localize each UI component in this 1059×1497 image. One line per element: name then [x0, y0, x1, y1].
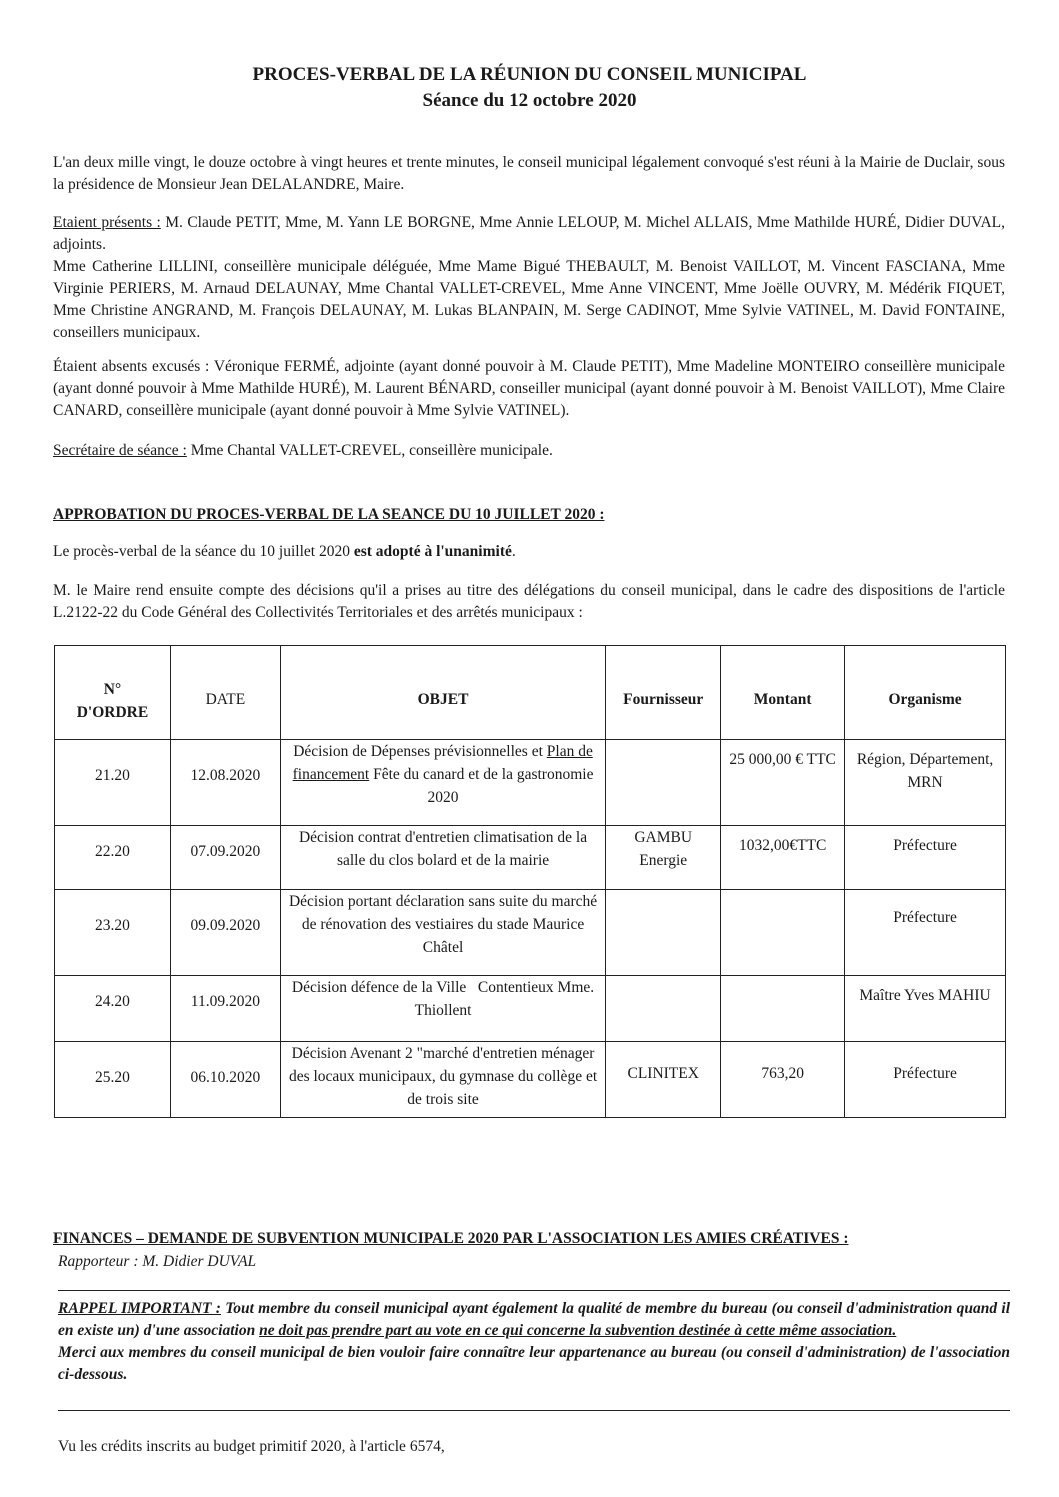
- cell-objet: [280, 740, 605, 826]
- presents-label: Etaient présents :: [53, 214, 161, 231]
- rappel-label: RAPPEL IMPORTANT :: [58, 1300, 221, 1317]
- cell-date: 07.09.2020: [170, 826, 280, 890]
- cell-objet-underlined: Plan de financement: [292, 743, 593, 783]
- header-ordre-line1: N°: [103, 681, 122, 698]
- cell-ordre: 23.20: [55, 890, 171, 976]
- cell-montant: [721, 976, 845, 1042]
- approbation-text-start: Le procès-verbal de la séance du 10 juillet 2020: [53, 543, 354, 560]
- intro-paragraph: L'an deux mille vingt, le douze octobre à vingt heures et trente minutes, le conseil municipal légalement convoqué s'est réuni à la Mairie de Duclair, sous la présidence de Monsieur Jean DELALANDRE, Maire.: [53, 154, 1005, 193]
- cell-montant: [721, 890, 845, 976]
- header-ordre-line2: D'ORDRE: [76, 704, 149, 721]
- cell-fournisseur: [606, 890, 721, 976]
- cell-fournisseur: [606, 740, 721, 826]
- cell-ordre: 25.20: [55, 1042, 171, 1118]
- header-date: DATE: [170, 646, 280, 740]
- absents-paragraph: Étaient absents excusés : Véronique FERMÉ, adjointe (ayant donné pouvoir à M. Claude PETIT), Mme Madeline MONTEIRO conseillère municipale (ayant donné pouvoir à Mme Mathilde HURÉ), M. Laurent BÉNARD, conseiller municipal (ayant donné pouvoir à M. Benoist VAILLOT), Mme Claire CANARD, conseillère municipale (ayant donné pouvoir à Mme Sylvie VATINEL).: [53, 358, 1005, 419]
- table-row: [55, 890, 1006, 976]
- cell-organisme: Préfecture: [845, 1042, 1006, 1118]
- finances-title: FINANCES – DEMANDE DE SUBVENTION MUNICIPALE 2020 PAR L'ASSOCIATION LES AMIES CRÉATIVES :: [53, 1230, 849, 1247]
- cell-montant: 763,20: [721, 1042, 845, 1118]
- decisions-table: [54, 645, 1006, 1118]
- vu-paragraph: Vu les crédits inscrits au budget primitif 2020, à l'article 6574,: [58, 1438, 445, 1455]
- cell-ordre: 21.20: [55, 740, 171, 826]
- cell-organisme: Préfecture: [845, 890, 1006, 976]
- cell-objet: Décision contrat d'entretien climatisation de la salle du clos bolard et de la mairie: [280, 826, 605, 890]
- cell-fournisseur: GAMBU Energie: [606, 826, 721, 890]
- rappel-bottom-rule: [58, 1410, 1010, 1411]
- cell-organisme: Préfecture: [845, 826, 1006, 890]
- table-row: [55, 1042, 1006, 1118]
- cell-fournisseur: [606, 976, 721, 1042]
- cell-fournisseur: CLINITEX: [606, 1042, 721, 1118]
- secretaire-label: Secrétaire de séance :: [53, 442, 187, 459]
- secretaire-paragraph: [53, 440, 1005, 462]
- table-row: [55, 740, 1006, 826]
- rappel-box: [58, 1298, 1010, 1386]
- cell-date: 11.09.2020: [170, 976, 280, 1042]
- rappel-emphasis: ne doit pas prendre part au vote en ce qui concerne la subvention destinée à cette même association.: [259, 1322, 897, 1339]
- rappel-top-rule: [58, 1290, 1010, 1291]
- rappel-text: Tout membre du conseil municipal ayant également la qualité de membre du bureau (ou conseil d'administration quand il en existe un) d'une association: [58, 1300, 1011, 1339]
- cell-montant: 25 000,00 € TTC: [721, 740, 845, 826]
- header-fournisseur: Fournisseur: [606, 646, 721, 740]
- approbation-adopted: est adopté à l'unanimité: [353, 543, 512, 560]
- cell-ordre: 22.20: [55, 826, 171, 890]
- approbation-text: [53, 541, 1005, 563]
- cell-objet: Décision défence de la Ville Contentieux Mme. Thiollent: [280, 976, 605, 1042]
- presents-adjoints: M. Claude PETIT, Mme, M. Yann LE BORGNE, Mme Annie LELOUP, M. Michel ALLAIS, Mme Mathilde HURÉ, Didier DUVAL, adjoints.: [53, 214, 1005, 253]
- cell-organisme: Région, Département, MRN: [845, 740, 1006, 826]
- cell-objet: Décision portant déclaration sans suite du marché de rénovation des vestiaires du stade Maurice Châtel: [280, 890, 605, 976]
- cell-ordre: 24.20: [55, 976, 171, 1042]
- header-montant: Montant: [721, 646, 845, 740]
- cell-objet: Décision Avenant 2 "marché d'entretien ménager des locaux municipaux, du gymnase du collège et de trois site: [280, 1042, 605, 1118]
- presents-conseillers: Mme Catherine LILLINI, conseillère municipale déléguée, Mme Mame Bigué THEBAULT, M. Benoist VAILLOT, M. Vincent FASCIANA, Mme Virginie PERIERS, M. Arnaud DELAUNAY, Mme Chantal VALLET-CREVEL, Mme Anne VINCENT, Mme Joëlle OUVRY, M. Médérik FIQUET, Mme Christine ANGRAND, M. François DELAUNAY, M. Lukas BLANPAIN, M. Serge CADINOT, Mme Sylvie VATINEL, M. David FONTAINE, conseillers municipaux.: [53, 258, 1005, 341]
- header-organisme: Organisme: [845, 646, 1006, 740]
- decisions-intro: M. le Maire rend ensuite compte des décisions qu'il a prises au titre des délégations du conseil municipal, dans le cadre des dispositions de l'article L.2122-22 du Code Général des Collectivités Territoriales et des arrêtés municipaux :: [53, 582, 1005, 621]
- secretaire-value: Mme Chantal VALLET-CREVEL, conseillère municipale.: [186, 442, 553, 459]
- cell-objet-text-end: Fête du canard et de la gastronomie 2020: [369, 766, 594, 806]
- session-date: Séance du 12 octobre 2020: [422, 90, 637, 111]
- cell-date: 09.09.2020: [170, 890, 280, 976]
- cell-date: 12.08.2020: [170, 740, 280, 826]
- header-ordre: [55, 646, 171, 740]
- cell-date: 06.10.2020: [170, 1042, 280, 1118]
- table-row: [55, 976, 1006, 1042]
- rappel-text-2: Merci aux membres du conseil municipal de bien vouloir faire connaître leur appartenance au bureau (ou conseil d'administration) de l'association ci-dessous.: [58, 1344, 1010, 1383]
- header-objet: OBJET: [280, 646, 605, 740]
- cell-montant: 1032,00€TTC: [721, 826, 845, 890]
- table-row: [55, 826, 1006, 890]
- document-title: PROCES-VERBAL DE LA RÉUNION DU CONSEIL MUNICIPAL: [252, 64, 807, 85]
- table-header-row: [55, 646, 1006, 740]
- presents-paragraph: [53, 212, 1005, 344]
- cell-objet-text: Décision de Dépenses prévisionnelles et: [293, 743, 547, 760]
- approbation-title: APPROBATION DU PROCES-VERBAL DE LA SEANCE DU 10 JUILLET 2020 :: [53, 506, 605, 523]
- cell-organisme: Maître Yves MAHIU: [845, 976, 1006, 1042]
- approbation-text-end: .: [511, 543, 516, 560]
- rapporteur: Rapporteur : M. Didier DUVAL: [58, 1253, 257, 1270]
